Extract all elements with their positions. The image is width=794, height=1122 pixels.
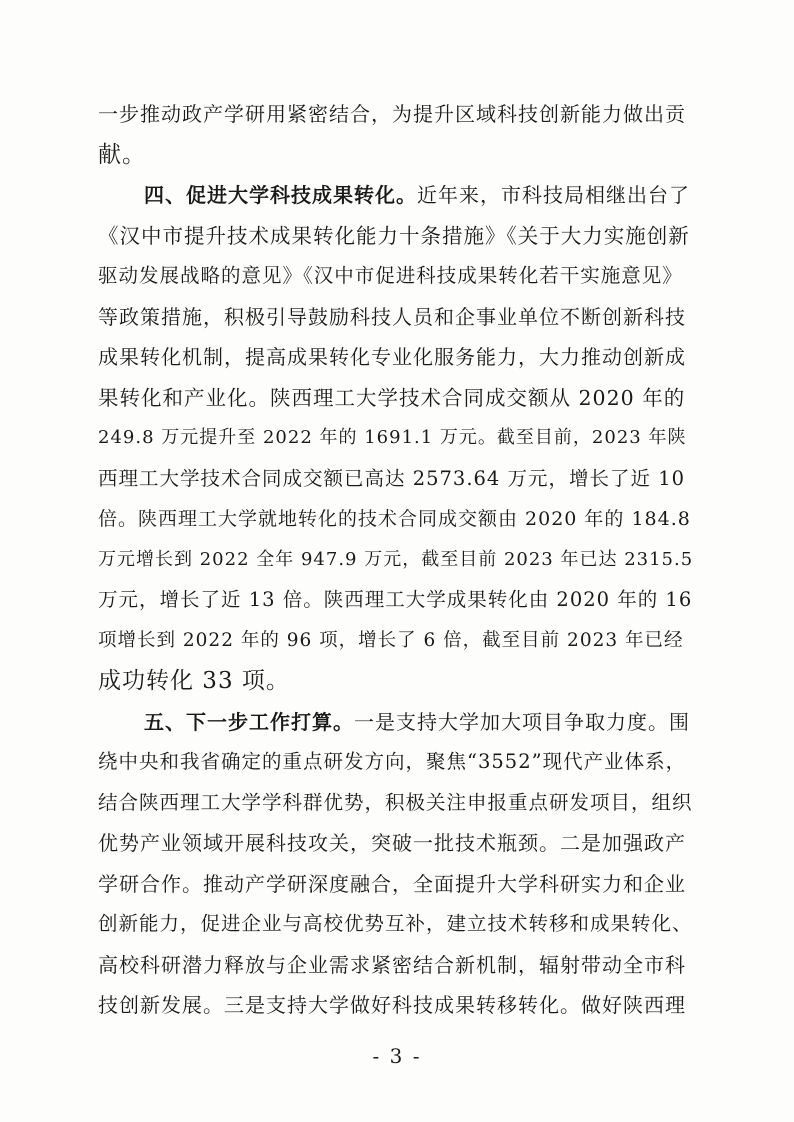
para3-line1 (144, 708, 690, 736)
para3-line4: 优势产业领域开展科技攻关，突破一批技术瓶颈。二是加强政产 (98, 831, 686, 855)
para3-line2: 绕中央和我省确定的重点研发方向，聚焦“3552”现代产业体系， (98, 750, 687, 773)
section-heading-5: 五、下一步工作打算。 (144, 710, 354, 734)
para3-line6: 创新能力，促进企业与高校优势互补，建立技术转移和成果转化、 (98, 912, 693, 935)
para2-line11: 万元，增长了近 13 倍。陕西理工大学成果转化由 2020 年的 16 (98, 588, 693, 611)
para2-line3: 驱动发展战略的意见》《汉中市促进科技成果转化若干实施意见》 (98, 264, 683, 287)
para1-line2: 献。 (98, 142, 146, 168)
para2-line12: 项增长到 2022 年的 96 项，增长了 6 倍，截至目前 2023 年已经 (98, 630, 684, 651)
para2-line4: 等政策措施，积极引导鼓励科技人员和企事业单位不断创新科技 (98, 305, 686, 329)
para2-line6: 果转化和产业化。陕西理工大学技术合同成交额从 2020 年的 (98, 386, 686, 410)
para3-line7: 高校科研潜力释放与企业需求紧密结合新机制，辐射带动全市科 (98, 953, 686, 977)
para3-line5: 学研合作。推动产学研深度融合，全面提升大学科研实力和企业 (98, 872, 686, 896)
para2-line1-text: 近年来，市科技局相继出台了 (417, 183, 690, 207)
para2-line7: 249.8 万元提升至 2022 年的 1691.1 万元。截至目前，2023 年陕 (98, 427, 687, 448)
para2-line8: 西理工大学技术合同成交额已高达 2573.64 万元，增长了近 10 (98, 467, 686, 490)
para1-line1: 一步推动政产学研用紧密结合，为提升区域科技创新能力做出贡 (98, 102, 686, 126)
para2-line5: 成果转化机制，提高成果转化专业化服务能力，大力推动创新成 (98, 345, 686, 369)
para2-line10: 万元增长到 2022 全年 947.9 万元，截至目前 2023 年已达 2315.5 (98, 549, 694, 570)
page-number: - 3 - (372, 1044, 422, 1068)
para2-line9: 倍。陕西理工大学就地转化的技术合同成交额由 2020 年的 184.8 (98, 508, 691, 530)
para3-line1-text: 一是支持大学加大项目争取力度。围 (354, 710, 690, 734)
para2-line13: 成功转化 33 项。 (98, 668, 290, 694)
para3-line3: 结合陕西理工大学学科群优势，积极关注申报重点研发项目，组织 (98, 791, 693, 814)
para2-line1 (144, 181, 690, 209)
section-heading-4: 四、促进大学科技成果转化。 (144, 183, 417, 207)
para2-line2: 《汉中市提升技术成果转化能力十条措施》《关于大力实施创新 (98, 224, 690, 248)
para3-line8: 技创新发展。三是支持大学做好科技成果转移转化。做好陕西理 (98, 993, 686, 1017)
